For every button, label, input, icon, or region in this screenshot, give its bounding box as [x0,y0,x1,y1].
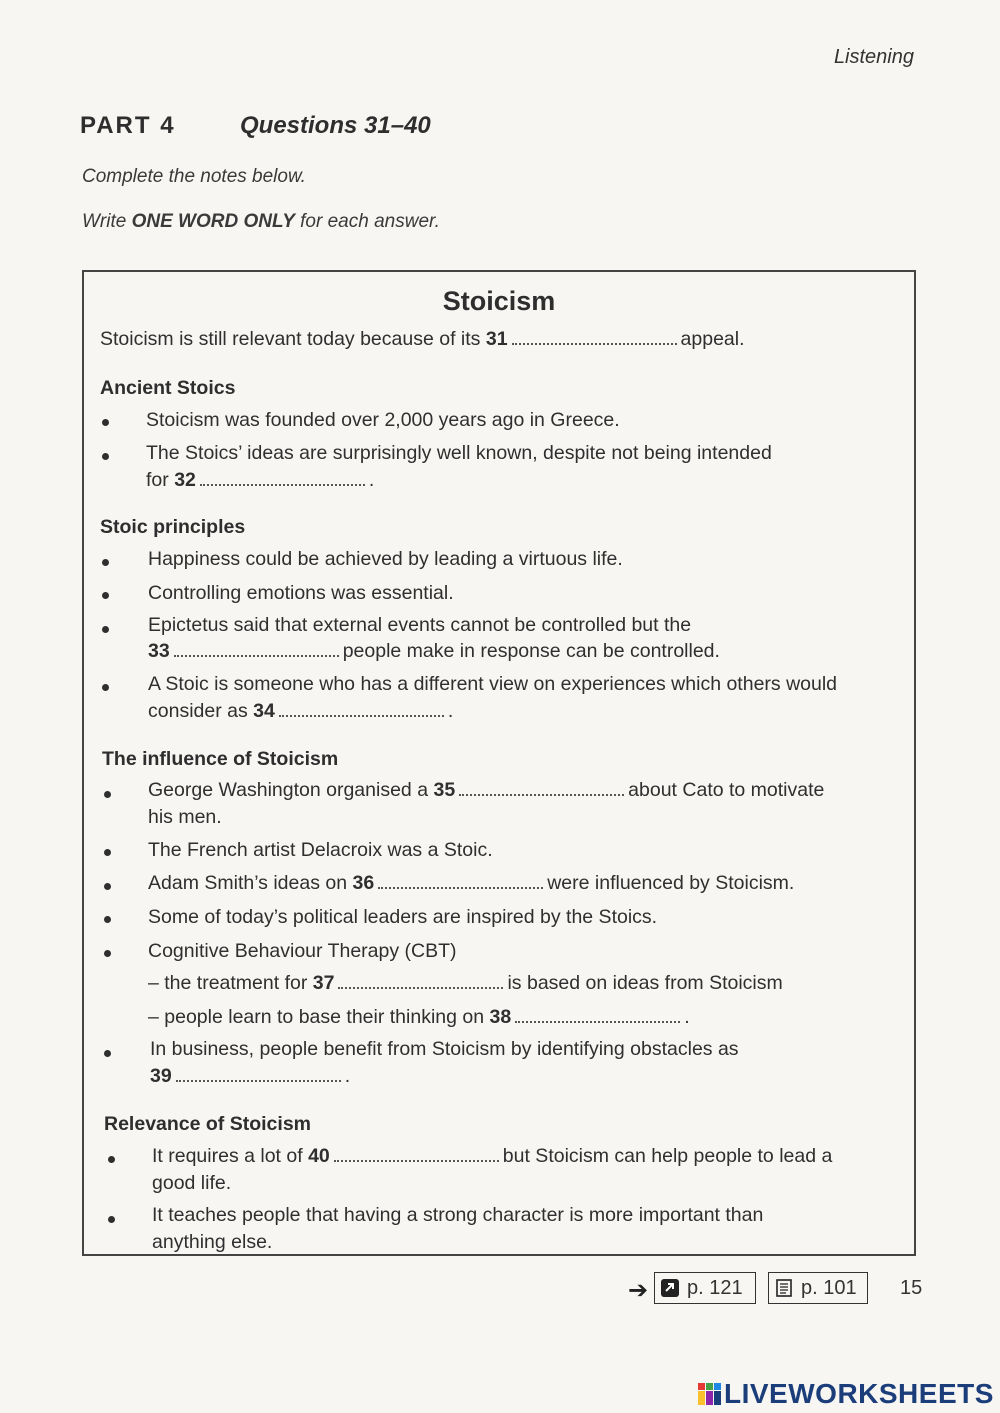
intro-line: Stoicism is still relevant today because of its 31 appeal. [100,328,745,350]
answer-blank-33[interactable] [174,649,339,657]
sub-item: – people learn to base their thinking on 38 . [148,1006,690,1028]
section-heading-influence: The influence of Stoicism [102,748,339,770]
bullet-text: The French artist Delacroix was a Stoic. [148,839,493,861]
bullet-text: Some of today’s political leaders are inspired by the Stoics. [148,906,658,928]
bullet-text: In business, people benefit from Stoicism by identifying obstacles as [150,1038,739,1060]
notes-title: Stoicism [442,286,556,316]
answer-blank-37[interactable] [338,981,503,989]
notes-box [82,270,916,1256]
bullet [102,559,109,566]
bullet [104,791,111,798]
running-header: Listening [833,46,914,68]
liveworksheets-logo-icon [698,1383,722,1405]
audio-reference-page: p. 121 [687,1276,743,1299]
brand-name: LIVEWORKSHEETS [724,1378,994,1409]
answer-blank-34[interactable] [279,709,444,717]
bullet-text: Happiness could be achieved by leading a virtuous life. [148,548,623,570]
bullet-text: good life. [152,1172,232,1194]
bullet [104,916,111,923]
arrow-right-icon: ➔ [628,1277,649,1304]
document-icon [775,1279,793,1297]
bullet-text: Controlling emotions was essential. [148,582,454,604]
section-heading-principles: Stoic principles [100,516,246,538]
bullet-text: 39 . [150,1065,351,1087]
bullet-text: A Stoic is someone who has a different view on experiences which others would [148,673,838,695]
bullet-text: Epictetus said that external events cannot be controlled but the [148,614,692,636]
answer-blank-32[interactable] [200,478,365,486]
bullet-text: Stoicism was founded over 2,000 years ago in Greece. [146,409,620,431]
bullet-text: consider as 34 . [148,700,454,722]
audio-icon [661,1279,679,1297]
bullet [108,1216,115,1223]
bullet-text: It teaches people that having a strong character is more important than [152,1204,764,1226]
bullet-text: The Stoics’ ideas are surprisingly well known, despite not being intended [146,442,772,464]
answer-blank-36[interactable] [378,881,543,889]
transcript-reference-page: p. 101 [801,1276,857,1299]
answer-blank-40[interactable] [334,1154,499,1162]
page-number: 15 [900,1277,923,1299]
bullet [102,684,109,691]
part-label: PART 4 [80,112,176,139]
bullet [104,883,111,890]
bullet-text: his men. [148,806,222,828]
bullet [108,1156,115,1163]
transcript-reference[interactable] [768,1272,868,1304]
section-heading-relevance: Relevance of Stoicism [104,1113,311,1135]
bullet-text: Cognitive Behaviour Therapy (CBT) [148,940,457,962]
bullet-text: Adam Smith’s ideas on 36 were influenced by Stoicism. [148,872,795,894]
bullet [104,1050,111,1057]
bullet-text: George Washington organised a 35 about Cato to motivate [148,779,825,801]
bullet [102,592,109,599]
question-range: Questions 31–40 [240,112,431,139]
instruction-complete: Complete the notes below. [82,166,306,187]
answer-blank-31[interactable] [512,337,677,345]
bullet [104,849,111,856]
liveworksheets-logo[interactable] [698,1378,994,1410]
bullet [102,626,109,633]
bullet [102,419,109,426]
sub-item: – the treatment for 37 is based on ideas from Stoicism [148,972,783,994]
bullet-text: anything else. [152,1231,273,1253]
section-heading-ancient: Ancient Stoics [100,377,236,399]
part-heading [80,112,431,140]
bullet-text: 33 people make in response can be controlled. [148,640,720,662]
bullet [102,453,109,460]
bullet-text: for 32 . [146,469,375,491]
answer-blank-35[interactable] [459,788,624,796]
bullet [104,950,111,957]
audio-reference[interactable] [654,1272,756,1304]
answer-blank-39[interactable] [176,1074,341,1082]
answer-blank-38[interactable] [515,1015,680,1023]
bullet-text: It requires a lot of 40 but Stoicism can help people to lead a [152,1145,833,1167]
instruction-word-limit: Write ONE WORD ONLY for each answer. [82,211,440,232]
